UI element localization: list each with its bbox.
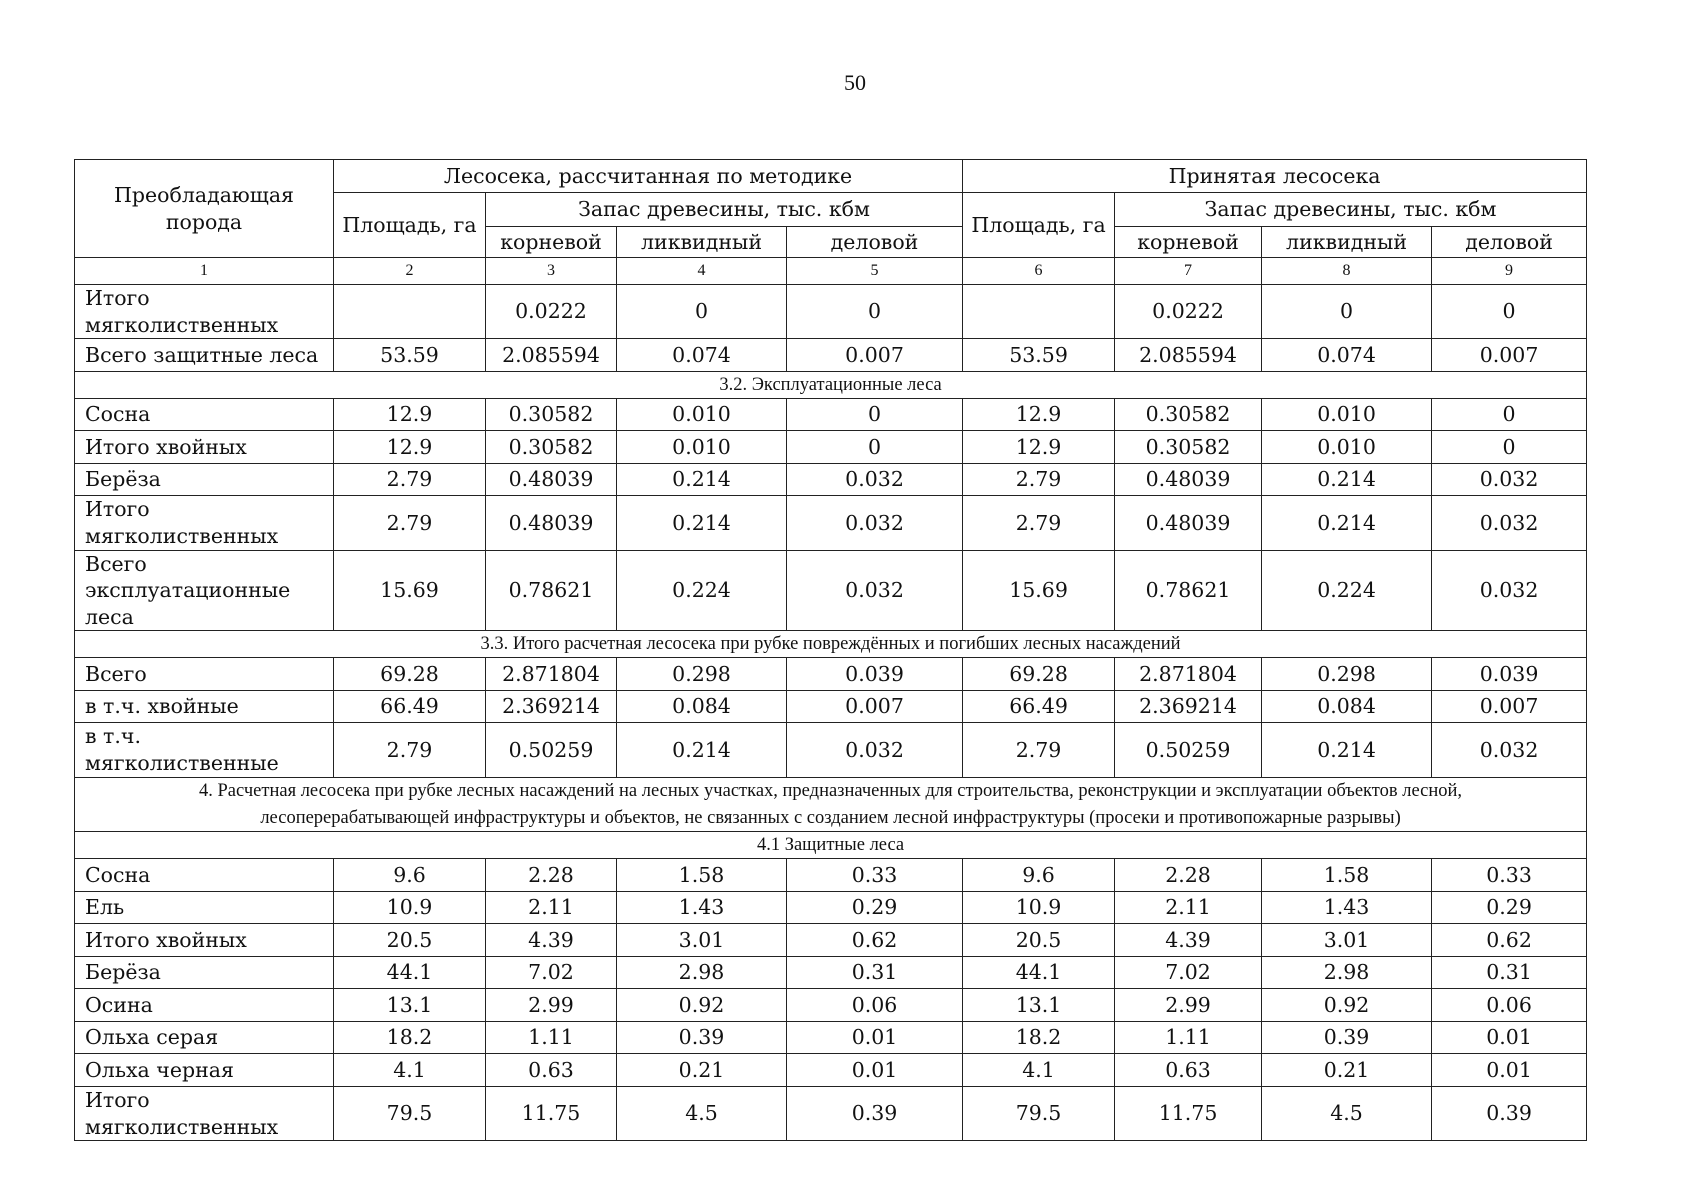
header-wood-stock-accepted: Запас древесины, тыс. кбм bbox=[1115, 193, 1587, 227]
section-3-3-title: 3.3. Итого расчетная лесосека при рубке повреждённых и погибших лесных насаждений bbox=[75, 631, 1587, 658]
table-cell: 0.039 bbox=[1432, 658, 1587, 691]
table-cell: 0 bbox=[1262, 285, 1432, 339]
table-cell: 12.9 bbox=[963, 431, 1115, 464]
table-cell: 12.9 bbox=[334, 398, 486, 431]
table-cell: 0.50259 bbox=[486, 723, 617, 777]
table-cell: 0.01 bbox=[787, 1054, 963, 1087]
table-cell: 0.30582 bbox=[1115, 398, 1262, 431]
table-cell: 1.58 bbox=[617, 859, 787, 892]
row-label: Сосна bbox=[75, 859, 334, 892]
header-business-calculated: деловой bbox=[787, 227, 963, 258]
row-label: в т.ч. хвойные bbox=[75, 690, 334, 723]
section-3-3 bbox=[75, 631, 1587, 658]
table-cell: 0.50259 bbox=[1115, 723, 1262, 777]
table-cell: 0.074 bbox=[617, 339, 787, 372]
table-cell: 3.01 bbox=[617, 924, 787, 957]
column-number: 2 bbox=[334, 258, 486, 285]
table-cell bbox=[334, 285, 486, 339]
column-number: 1 bbox=[75, 258, 334, 285]
table-cell: 1.58 bbox=[1262, 859, 1432, 892]
table-cell: 13.1 bbox=[963, 989, 1115, 1022]
table-cell: 2.369214 bbox=[486, 690, 617, 723]
table-cell: 1.43 bbox=[617, 891, 787, 924]
header-wood-stock-calculated: Запас древесины, тыс. кбм bbox=[486, 193, 963, 227]
table-cell: 0 bbox=[787, 398, 963, 431]
table-cell: 0.0222 bbox=[1115, 285, 1262, 339]
table-cell: 0 bbox=[1432, 285, 1587, 339]
table-row bbox=[75, 285, 1587, 339]
table-cell: 1.43 bbox=[1262, 891, 1432, 924]
table-cell: 2.98 bbox=[1262, 956, 1432, 989]
table-cell: 0.032 bbox=[1432, 496, 1587, 550]
row-label: Ель bbox=[75, 891, 334, 924]
table-cell: 0 bbox=[1432, 431, 1587, 464]
table-cell: 0.214 bbox=[1262, 723, 1432, 777]
table-cell: 0.62 bbox=[787, 924, 963, 957]
table-cell: 2.79 bbox=[334, 496, 486, 550]
table-cell: 0.007 bbox=[787, 690, 963, 723]
table-cell: 2.085594 bbox=[1115, 339, 1262, 372]
table-row bbox=[75, 1021, 1587, 1054]
table-cell: 11.75 bbox=[1115, 1086, 1262, 1140]
row-label: Берёза bbox=[75, 463, 334, 496]
table-cell: 2.369214 bbox=[1115, 690, 1262, 723]
table-cell: 66.49 bbox=[963, 690, 1115, 723]
table-cell: 0.01 bbox=[787, 1021, 963, 1054]
table-cell: 0.92 bbox=[617, 989, 787, 1022]
table-cell: 2.11 bbox=[1115, 891, 1262, 924]
table-cell: 15.69 bbox=[963, 550, 1115, 631]
row-label: Всего bbox=[75, 658, 334, 691]
table-cell: 3.01 bbox=[1262, 924, 1432, 957]
table-cell: 2.79 bbox=[334, 463, 486, 496]
table-cell: 13.1 bbox=[334, 989, 486, 1022]
table-cell: 0.007 bbox=[787, 339, 963, 372]
table-cell bbox=[963, 285, 1115, 339]
table-cell: 0.31 bbox=[1432, 956, 1587, 989]
table-cell: 15.69 bbox=[334, 550, 486, 631]
table-cell: 2.871804 bbox=[1115, 658, 1262, 691]
table-row bbox=[75, 956, 1587, 989]
table-cell: 0.33 bbox=[1432, 859, 1587, 892]
table-cell: 0.032 bbox=[1432, 463, 1587, 496]
section-4-title: 4. Расчетная лесосека при рубке лесных насаждений на лесных участках, предназначенных для строительства, реконструкции и эксплуатации объектов лесной, лесоперерабатывающей инфраструктуры и объектов, не связанных с созданием лесной инфраструктуры (просеки и противопожарные разрывы) bbox=[75, 777, 1587, 832]
table-cell: 0.084 bbox=[1262, 690, 1432, 723]
table-cell: 53.59 bbox=[963, 339, 1115, 372]
table-cell: 2.28 bbox=[486, 859, 617, 892]
row-label: Всего защитные леса bbox=[75, 339, 334, 372]
table-cell: 0.010 bbox=[1262, 398, 1432, 431]
table-cell: 0.48039 bbox=[486, 463, 617, 496]
table-cell: 0.032 bbox=[787, 496, 963, 550]
table-row bbox=[75, 924, 1587, 957]
table-cell: 66.49 bbox=[334, 690, 486, 723]
table-cell: 2.79 bbox=[963, 723, 1115, 777]
table-cell: 0.010 bbox=[617, 431, 787, 464]
table-cell: 69.28 bbox=[963, 658, 1115, 691]
table-cell: 20.5 bbox=[334, 924, 486, 957]
page-number: 50 bbox=[844, 70, 866, 95]
column-number: 7 bbox=[1115, 258, 1262, 285]
table-cell: 0.0222 bbox=[486, 285, 617, 339]
table-cell: 79.5 bbox=[963, 1086, 1115, 1140]
table-cell: 4.1 bbox=[334, 1054, 486, 1087]
table-cell: 0.214 bbox=[617, 463, 787, 496]
table-cell: 0.039 bbox=[787, 658, 963, 691]
table-cell: 0.007 bbox=[1432, 690, 1587, 723]
row-label: Всего эксплуатационные леса bbox=[75, 550, 334, 631]
table-cell: 0.032 bbox=[1432, 723, 1587, 777]
table-cell: 2.99 bbox=[1115, 989, 1262, 1022]
table-cell: 2.99 bbox=[486, 989, 617, 1022]
header-liquid-accepted: ликвидный bbox=[1262, 227, 1432, 258]
table-cell: 10.9 bbox=[334, 891, 486, 924]
table-cell: 0.78621 bbox=[486, 550, 617, 631]
table-cell: 79.5 bbox=[334, 1086, 486, 1140]
table-cell: 10.9 bbox=[963, 891, 1115, 924]
table-cell: 0.29 bbox=[787, 891, 963, 924]
table-cell: 0.78621 bbox=[1115, 550, 1262, 631]
row-label: Ольха черная bbox=[75, 1054, 334, 1087]
table-cell: 7.02 bbox=[486, 956, 617, 989]
table-cell: 0.010 bbox=[617, 398, 787, 431]
table-cell: 1.11 bbox=[486, 1021, 617, 1054]
forest-cutting-table bbox=[74, 159, 1587, 1141]
table-cell: 18.2 bbox=[334, 1021, 486, 1054]
table-cell: 0.30582 bbox=[486, 398, 617, 431]
table-cell: 0.21 bbox=[1262, 1054, 1432, 1087]
column-number-row bbox=[75, 258, 1587, 285]
table-cell: 0.214 bbox=[1262, 463, 1432, 496]
header-area-accepted: Площадь, га bbox=[963, 193, 1115, 258]
table-cell: 0.33 bbox=[787, 859, 963, 892]
table-cell: 0.39 bbox=[787, 1086, 963, 1140]
table-row bbox=[75, 1054, 1587, 1087]
row-label: Итого хвойных bbox=[75, 924, 334, 957]
table-row bbox=[75, 989, 1587, 1022]
table-row bbox=[75, 550, 1587, 631]
column-number: 6 bbox=[963, 258, 1115, 285]
table-cell: 11.75 bbox=[486, 1086, 617, 1140]
table-cell: 4.39 bbox=[1115, 924, 1262, 957]
column-number: 9 bbox=[1432, 258, 1587, 285]
header-accepted-cutting: Принятая лесосека bbox=[963, 160, 1587, 193]
table-cell: 0.06 bbox=[787, 989, 963, 1022]
table-cell: 0.224 bbox=[617, 550, 787, 631]
table-cell: 2.98 bbox=[617, 956, 787, 989]
table-row bbox=[75, 1086, 1587, 1140]
table-cell: 44.1 bbox=[334, 956, 486, 989]
table-cell: 0.21 bbox=[617, 1054, 787, 1087]
row-label: Итого мягколиственных bbox=[75, 1086, 334, 1140]
header-business-accepted: деловой bbox=[1432, 227, 1587, 258]
table-cell: 12.9 bbox=[334, 431, 486, 464]
row-label: Ольха серая bbox=[75, 1021, 334, 1054]
table-cell: 2.11 bbox=[486, 891, 617, 924]
table-cell: 0.01 bbox=[1432, 1054, 1587, 1087]
table-cell: 0.032 bbox=[787, 463, 963, 496]
table-cell: 44.1 bbox=[963, 956, 1115, 989]
table-cell: 0.62 bbox=[1432, 924, 1587, 957]
section-4 bbox=[75, 777, 1587, 832]
table-cell: 4.5 bbox=[617, 1086, 787, 1140]
section-3-2-title: 3.2. Эксплуатационные леса bbox=[75, 371, 1587, 398]
table-cell: 0.032 bbox=[787, 723, 963, 777]
header-root-accepted: корневой bbox=[1115, 227, 1262, 258]
table-row bbox=[75, 859, 1587, 892]
table-row bbox=[75, 891, 1587, 924]
table-cell: 1.11 bbox=[1115, 1021, 1262, 1054]
table-cell: 0.010 bbox=[1262, 431, 1432, 464]
column-number: 3 bbox=[486, 258, 617, 285]
row-label: Итого мягколиственных bbox=[75, 285, 334, 339]
table-cell: 9.6 bbox=[334, 859, 486, 892]
table-row bbox=[75, 339, 1587, 372]
section-3-2 bbox=[75, 371, 1587, 398]
header-liquid-calculated: ликвидный bbox=[617, 227, 787, 258]
table-cell: 0.007 bbox=[1432, 339, 1587, 372]
table-cell: 0.39 bbox=[1262, 1021, 1432, 1054]
row-label: Итого мягколиственных bbox=[75, 496, 334, 550]
table-cell: 4.1 bbox=[963, 1054, 1115, 1087]
column-number: 5 bbox=[787, 258, 963, 285]
row-label: Осина bbox=[75, 989, 334, 1022]
table-cell: 0.39 bbox=[617, 1021, 787, 1054]
section-4-1 bbox=[75, 832, 1587, 859]
table-cell: 4.39 bbox=[486, 924, 617, 957]
section-4-1-title: 4.1 Защитные леса bbox=[75, 832, 1587, 859]
table-cell: 0.01 bbox=[1432, 1021, 1587, 1054]
table-cell: 2.79 bbox=[963, 463, 1115, 496]
table-row bbox=[75, 690, 1587, 723]
table-cell: 0.39 bbox=[1432, 1086, 1587, 1140]
table-cell: 2.871804 bbox=[486, 658, 617, 691]
table-cell: 0.298 bbox=[1262, 658, 1432, 691]
table-cell: 0.032 bbox=[1432, 550, 1587, 631]
table-cell: 0.06 bbox=[1432, 989, 1587, 1022]
table-cell: 0 bbox=[787, 285, 963, 339]
table-cell: 0.30582 bbox=[1115, 431, 1262, 464]
table-cell: 2.79 bbox=[963, 496, 1115, 550]
table-row bbox=[75, 658, 1587, 691]
table-cell: 0.63 bbox=[1115, 1054, 1262, 1087]
row-label: Сосна bbox=[75, 398, 334, 431]
table-cell: 2.085594 bbox=[486, 339, 617, 372]
column-number: 4 bbox=[617, 258, 787, 285]
table-cell: 0.214 bbox=[617, 496, 787, 550]
table-cell: 20.5 bbox=[963, 924, 1115, 957]
table-row bbox=[75, 431, 1587, 464]
table-cell: 0.032 bbox=[787, 550, 963, 631]
row-label: Итого хвойных bbox=[75, 431, 334, 464]
table-cell: 0.298 bbox=[617, 658, 787, 691]
table-cell: 2.79 bbox=[334, 723, 486, 777]
table-row bbox=[75, 496, 1587, 550]
row-label: в т.ч. мягколиственные bbox=[75, 723, 334, 777]
header-calculated-cutting: Лесосека, рассчитанная по методике bbox=[334, 160, 963, 193]
row-label: Берёза bbox=[75, 956, 334, 989]
table-cell: 0.48039 bbox=[486, 496, 617, 550]
table-cell: 0.084 bbox=[617, 690, 787, 723]
table-cell: 0.31 bbox=[787, 956, 963, 989]
table-cell: 0.92 bbox=[1262, 989, 1432, 1022]
table-cell: 12.9 bbox=[963, 398, 1115, 431]
header-root-calculated: корневой bbox=[486, 227, 617, 258]
table-cell: 53.59 bbox=[334, 339, 486, 372]
table-cell: 7.02 bbox=[1115, 956, 1262, 989]
table-cell: 0.30582 bbox=[486, 431, 617, 464]
table-cell: 0 bbox=[787, 431, 963, 464]
table-cell: 9.6 bbox=[963, 859, 1115, 892]
table-row bbox=[75, 723, 1587, 777]
table-cell: 18.2 bbox=[963, 1021, 1115, 1054]
header-area-calculated: Площадь, га bbox=[334, 193, 486, 258]
table-cell: 0.63 bbox=[486, 1054, 617, 1087]
table-cell: 0.214 bbox=[1262, 496, 1432, 550]
header-row-1 bbox=[75, 160, 1587, 193]
table-row bbox=[75, 398, 1587, 431]
table-row bbox=[75, 463, 1587, 496]
table-cell: 0 bbox=[617, 285, 787, 339]
column-number: 8 bbox=[1262, 258, 1432, 285]
header-dominant-species: Преобладающая порода bbox=[75, 160, 334, 258]
table-cell: 0.214 bbox=[617, 723, 787, 777]
table-cell: 69.28 bbox=[334, 658, 486, 691]
table-cell: 0.074 bbox=[1262, 339, 1432, 372]
table-cell: 0 bbox=[1432, 398, 1587, 431]
table-cell: 0.29 bbox=[1432, 891, 1587, 924]
table-cell: 4.5 bbox=[1262, 1086, 1432, 1140]
table-cell: 2.28 bbox=[1115, 859, 1262, 892]
table-cell: 0.224 bbox=[1262, 550, 1432, 631]
table-cell: 0.48039 bbox=[1115, 463, 1262, 496]
table-cell: 0.48039 bbox=[1115, 496, 1262, 550]
